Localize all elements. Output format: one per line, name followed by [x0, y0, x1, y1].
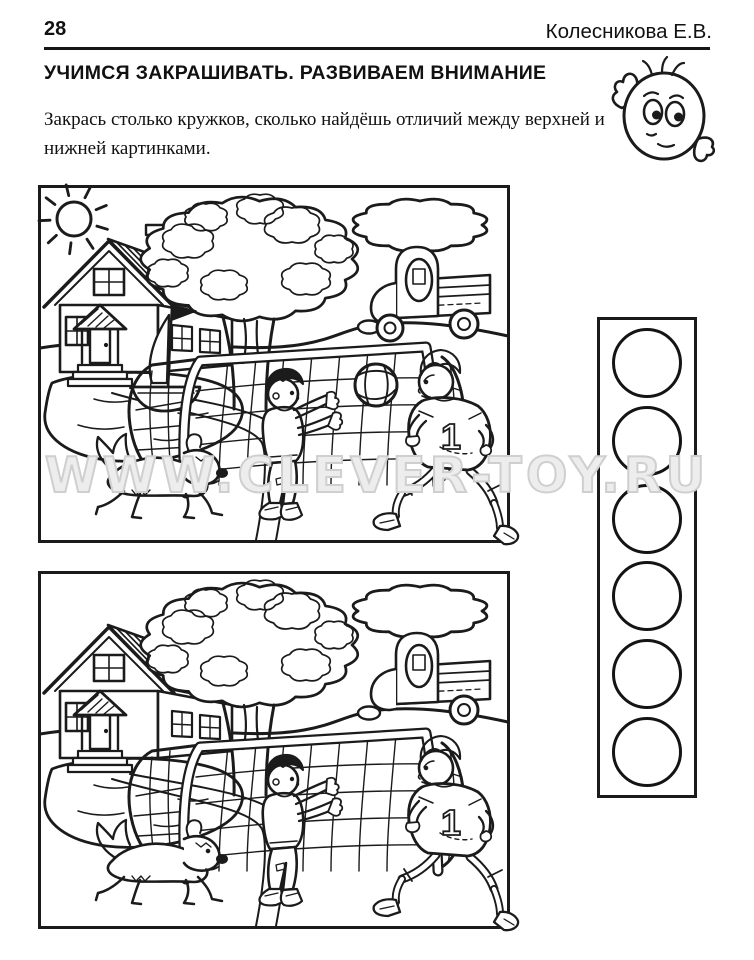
worksheet-title: УЧИМСЯ ЗАКРАШИВАТЬ. РАЗВИВАЕМ ВНИМАНИЕ	[44, 62, 547, 84]
answer-circle[interactable]	[612, 406, 682, 476]
author-name: Колесникова Е.В.	[545, 20, 712, 43]
answer-circle[interactable]	[612, 561, 682, 631]
jersey-number: 1	[440, 416, 462, 457]
instruction-text: Закрась столько кружков, сколько найдёшь отличий между верхней и нижней картинками.	[44, 109, 605, 160]
answer-circle[interactable]	[612, 484, 682, 554]
answer-circles-strip	[597, 317, 697, 798]
watermark-text: WWW.CLEVER-TOY.RU	[44, 447, 710, 504]
smiley-face-mascot-icon	[604, 56, 720, 170]
answer-circle[interactable]	[612, 639, 682, 709]
page-number: 28	[44, 18, 67, 40]
difference-picture-top[interactable]	[38, 185, 510, 543]
jersey-number: 1	[440, 802, 462, 843]
header-divider	[44, 47, 710, 50]
answer-circle[interactable]	[612, 717, 682, 787]
difference-picture-bottom[interactable]	[38, 571, 510, 929]
answer-circle[interactable]	[612, 328, 682, 398]
